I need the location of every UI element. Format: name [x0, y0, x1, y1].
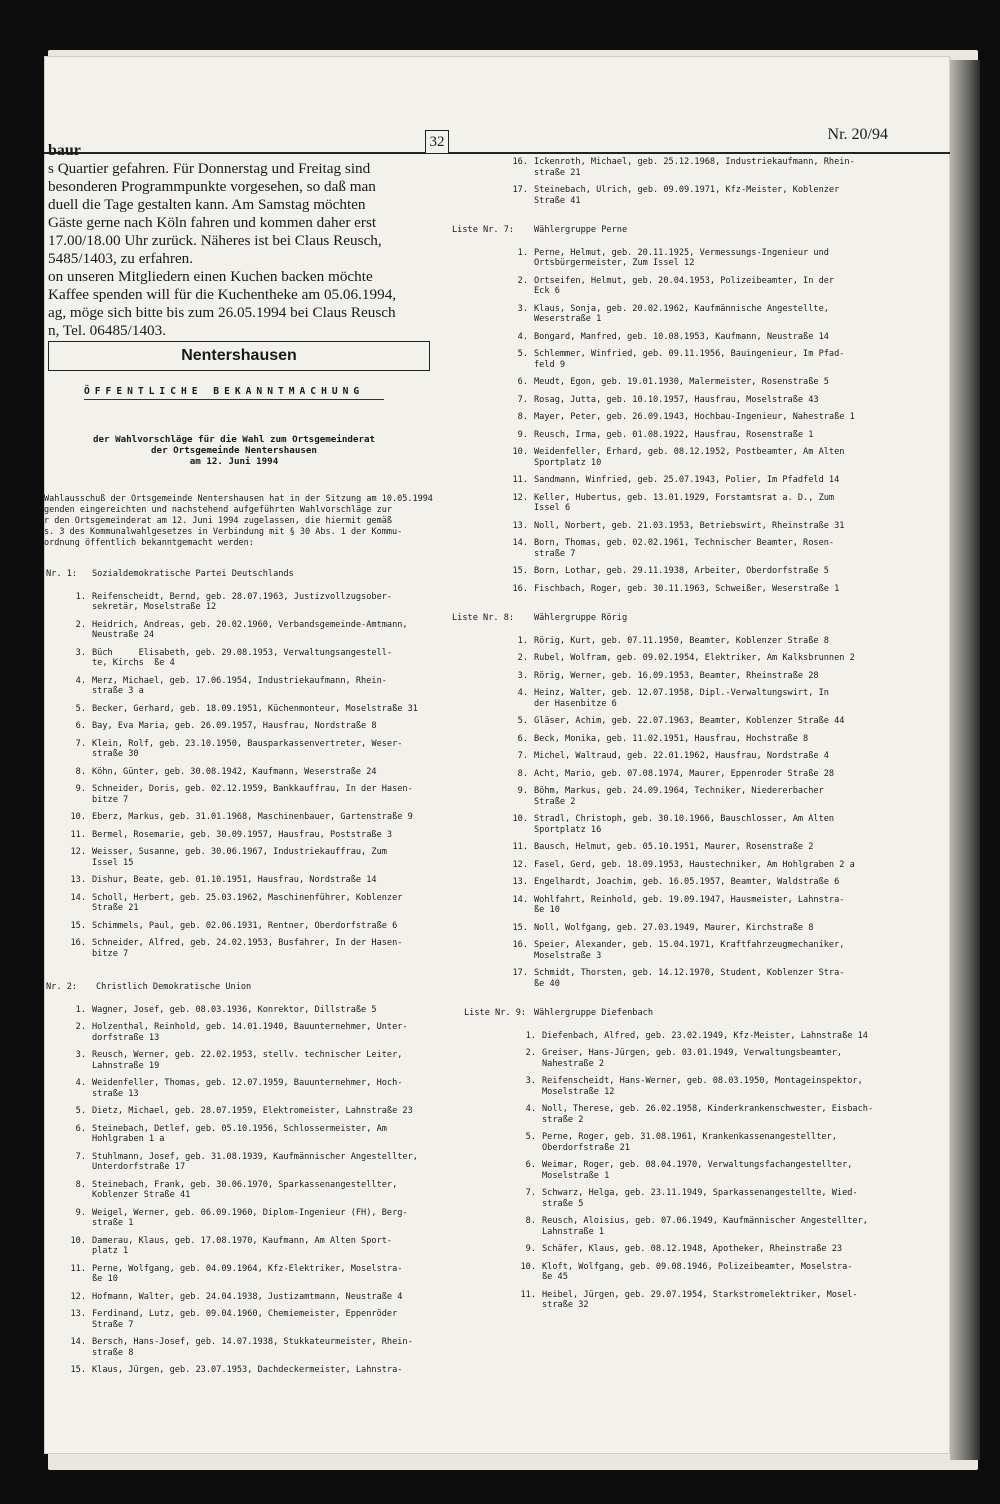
candidate-text: Greiser, Hans-Jürgen, geb. 03.01.1949, Verwaltungsbeamter, Nahestraße 2 [542, 1048, 843, 1069]
candidate-entry [514, 1244, 842, 1255]
candidate-entry [506, 248, 829, 269]
candidate-number: 7. [517, 751, 528, 761]
issue-number: Nr. 20/94 [827, 126, 888, 143]
candidate-text: Damerau, Klaus, geb. 17.08.1970, Kaufmann, Am Alten Sport- platz 1 [92, 1235, 393, 1256]
candidate-text: Perne, Roger, geb. 31.08.1961, Krankenkassenangestellter, Oberdorfstraße 21 [542, 1132, 837, 1153]
candidate-entry [514, 1132, 837, 1153]
candidate-entry [506, 734, 808, 745]
candidate-number: 10. [70, 1235, 86, 1246]
candidate-text: Heidrich, Andreas, geb. 20.02.1960, Verbandsgemeinde-Amtmann, Neustraße 24 [92, 619, 408, 640]
candidate-text: Kloft, Wolfgang, geb. 09.08.1946, Polizeibeamter, Moselstra- ße 45 [542, 1261, 853, 1282]
candidate-text: Merz, Michael, geb. 17.06.1954, Industriekaufmann, Rhein- straße 3 a [92, 675, 387, 696]
candidate-text: Heinz, Walter, geb. 12.07.1958, Dipl.-Verwaltungswirt, In der Hasenbitze 6 [534, 688, 829, 709]
candidate-number: 11. [512, 475, 528, 485]
candidate-number: 14. [512, 894, 528, 905]
candidate-text: Rubel, Wolfram, geb. 09.02.1954, Elektriker, Am Kalksbrunnen 2 [534, 653, 855, 663]
candidate-entry [506, 940, 844, 961]
candidate-text: Rosag, Jutta, geb. 10.10.1957, Hausfrau, Moselstraße 43 [534, 394, 819, 405]
list-label: Liste Nr. 8: [452, 613, 515, 623]
candidate-number: 2. [517, 653, 528, 663]
subtitle-line: der Wahlvorschläge für die Wahl zum Ortsgemeinderat [92, 434, 376, 445]
candidate-text: Weidenfeller, Thomas, geb. 12.07.1959, Bauunternehmer, Hoch- straße 13 [92, 1078, 403, 1099]
candidate-text: Fischbach, Roger, geb. 30.11.1963, Schweißer, Weserstraße 1 [534, 583, 840, 594]
candidate-text: Schimmels, Paul, geb. 02.06.1931, Rentner, Oberdorfstraße 6 [92, 920, 398, 931]
candidate-text: Bongard, Manfred, geb. 10.08.1953, Kaufmann, Neustraße 14 [534, 331, 829, 342]
list-header [452, 225, 627, 236]
candidate-text: Hofmann, Walter, geb. 24.04.1938, Justizamtmann, Neustraße 4 [92, 1291, 403, 1302]
candidate-entry [514, 1290, 858, 1311]
list-party: Wählergruppe Rörig [534, 613, 628, 623]
candidate-number: 6. [75, 721, 86, 731]
candidate-entry [506, 895, 844, 916]
candidate-text: Steinebach, Frank, geb. 30.06.1970, Sparkassenangestellter, Koblenzer Straße 41 [92, 1179, 398, 1200]
candidate-number: 7. [517, 394, 528, 405]
candidate-number: 12. [512, 492, 528, 503]
candidate-text: Bausch, Helmut, geb. 05.10.1951, Maurer, Rosenstraße 2 [534, 842, 814, 852]
intro-line: ag, möge sich bitte bis zum 26.05.1994 bei Claus Reusch [48, 304, 396, 321]
list-party: Wählergruppe Perne [534, 225, 628, 235]
candidate-number: 3. [517, 670, 528, 681]
candidate-text: Born, Lothar, geb. 29.11.1938, Arbeiter, Oberdorfstraße 5 [534, 566, 829, 576]
candidate-text: Schwarz, Helga, geb. 23.11.1949, Sparkassenangestellte, Wied- straße 5 [542, 1188, 858, 1209]
candidate-entry [506, 447, 844, 468]
candidate-number: 17. [512, 968, 528, 978]
newspaper-page [44, 56, 950, 1454]
candidate-number: 15. [512, 922, 528, 933]
candidate-text: Büch Elisabeth, geb. 29.08.1953, Verwaltungsangestell- te, Kirchs ße 4 [92, 647, 393, 668]
candidate-text: Beck, Monika, geb. 11.02.1951, Hausfrau, Hochstraße 8 [534, 733, 809, 744]
candidate-number: 3. [517, 303, 528, 314]
candidate-entry [506, 430, 813, 441]
candidate-entry [506, 877, 839, 888]
candidate-number: 11. [520, 1289, 536, 1300]
candidate-text: Wohlfahrt, Reinhold, geb. 19.09.1947, Hausmeister, Lahnstra- ße 10 [534, 894, 845, 915]
candidate-entry [506, 968, 844, 989]
candidate-number: 6. [517, 377, 528, 387]
candidate-text: Bermel, Rosemarie, geb. 30.09.1957, Hausfrau, Poststraße 3 [92, 829, 393, 840]
candidate-number: 2. [75, 1022, 86, 1032]
candidate-text: Rörig, Kurt, geb. 07.11.1950, Beamter, Koblenzer Straße 8 [534, 635, 829, 646]
candidate-number: 1. [517, 635, 528, 646]
candidate-text: Steinebach, Ulrich, geb. 09.09.1971, Kfz-Meister, Koblenzer Straße 41 [534, 185, 840, 206]
candidate-number: 7. [525, 1188, 536, 1198]
candidate-text: Scholl, Herbert, geb. 25.03.1962, Maschinenführer, Koblenzer Straße 21 [92, 892, 403, 913]
candidate-number: 5. [75, 1106, 86, 1116]
candidate-text: Dishur, Beate, geb. 01.10.1951, Hausfrau, Nordstraße 14 [92, 875, 377, 885]
candidate-number: 10. [520, 1261, 536, 1272]
candidate-entry [506, 860, 855, 871]
candidate-number: 5. [517, 349, 528, 359]
candidate-text: Noll, Wolfgang, geb. 27.03.1949, Maurer, Kirchstraße 8 [534, 922, 814, 933]
candidate-entry [506, 716, 844, 727]
candidate-number: 9. [517, 429, 528, 440]
candidate-text: Klein, Rolf, geb. 23.10.1950, Bausparkassenvertreter, Weser- straße 30 [92, 738, 403, 759]
candidate-entry [514, 1031, 868, 1042]
candidate-text: Noll, Norbert, geb. 21.03.1953, Betriebswirt, Rheinstraße 31 [534, 520, 845, 531]
intro-line: duell die Tage gestalten kann. Am Samstag möchten [48, 196, 366, 213]
candidate-number: 3. [75, 1050, 86, 1060]
preamble-line: r den Ortsgemeinderat am 12. Juni 1994 zugelassen, die hiermit gemäß [44, 516, 392, 526]
candidate-text: Acht, Mario, geb. 07.08.1974, Maurer, Eppenroder Straße 28 [534, 768, 835, 779]
candidate-text: Fasel, Gerd, geb. 18.09.1953, Haustechniker, Am Hohlgraben 2 a [534, 859, 855, 870]
candidate-entry [514, 1048, 842, 1069]
candidate-entry [506, 653, 855, 664]
candidate-text: Schneider, Doris, geb. 02.12.1959, Bankkauffrau, In der Hasen- bitze 7 [92, 784, 413, 805]
candidate-text: Rörig, Werner, geb. 16.09.1953, Beamter, Rheinstraße 28 [534, 670, 819, 681]
candidate-text: Becker, Gerhard, geb. 18.09.1951, Küchenmonteur, Moselstraße 31 [92, 703, 418, 714]
candidate-number: 10. [70, 812, 86, 822]
candidate-number: 4. [517, 331, 528, 342]
candidate-entry [506, 584, 839, 595]
candidate-entry [514, 1188, 858, 1209]
candidate-number: 6. [525, 1160, 536, 1170]
notice-title: ÖFFENTLICHE BEKANNTMACHUNG [84, 386, 365, 397]
candidate-text: Stuhlmann, Josef, geb. 31.08.1939, Kaufmännischer Angestellter, Unterdorfstraße 17 [92, 1151, 418, 1172]
preamble-line: ordnung öffentlich bekanntgemacht werden: [44, 538, 254, 548]
intro-line: on unseren Mitgliedern einen Kuchen backen möchte [48, 268, 373, 285]
paper-edge-shadow [950, 60, 980, 1460]
candidate-number: 13. [70, 1309, 86, 1319]
candidate-entry [506, 751, 829, 762]
candidate-entry [506, 566, 829, 577]
candidate-number: 6. [517, 733, 528, 744]
candidate-text: Mayer, Peter, geb. 26.09.1943, Hochbau-Ingenieur, Nahestraße 1 [534, 412, 855, 422]
candidate-text: Weimar, Roger, geb. 08.04.1970, Verwaltungsfachangestellter, Moselstraße 1 [542, 1160, 853, 1181]
candidate-text: Reusch, Irma, geb. 01.08.1922, Hausfrau, Rosenstraße 1 [534, 429, 814, 440]
section-title: Nentershausen [48, 341, 430, 371]
candidate-number: 8. [517, 768, 528, 779]
candidate-text: Böhm, Markus, geb. 24.09.1964, Techniker, Niedererbacher Straße 2 [534, 786, 824, 807]
intro-line: Kaffee spenden will für die Kuchentheke am 05.06.1994, [48, 286, 397, 303]
candidate-number: 8. [517, 412, 528, 422]
candidate-number: 3. [525, 1076, 536, 1086]
candidate-text: Ferdinand, Lutz, geb. 09.04.1960, Chemiemeister, Eppenröder Straße 7 [92, 1309, 398, 1330]
candidate-number: 16. [512, 583, 528, 594]
list-party: Sozialdemokratische Partei Deutschlands [92, 569, 294, 579]
candidate-entry [514, 1216, 868, 1237]
candidate-text: Michel, Waltraud, geb. 22.01.1962, Hausfrau, Nordstraße 4 [534, 751, 829, 761]
candidate-number: 14. [70, 892, 86, 903]
list-label: Nr. 2: [46, 982, 78, 992]
candidate-entry [506, 671, 819, 682]
candidate-number: 1. [517, 247, 528, 258]
candidate-number: 9. [75, 1207, 86, 1218]
candidate-number: 1. [75, 1004, 86, 1015]
candidate-number: 5. [517, 716, 528, 726]
candidate-number: 4. [75, 1078, 86, 1088]
candidate-number: 9. [525, 1244, 536, 1254]
candidate-text: Reusch, Aloisius, geb. 07.06.1949, Kaufmännischer Angestellter, Lahnstraße 1 [542, 1216, 868, 1237]
candidate-number: 11. [512, 842, 528, 852]
list-header [452, 613, 627, 624]
candidate-number: 4. [517, 688, 528, 698]
candidate-text: Schneider, Alfred, geb. 24.02.1953, Busfahrer, In der Hasen- bitze 7 [92, 938, 403, 959]
list-label: Liste Nr. 9: [464, 1008, 527, 1018]
candidate-entry [506, 923, 813, 934]
candidate-text: Bersch, Hans-Josef, geb. 14.07.1938, Stukkateurmeister, Rhein- straße 8 [92, 1337, 413, 1358]
candidate-entry [506, 395, 819, 406]
candidate-text: Steinebach, Detlef, geb. 05.10.1956, Schlossermeister, Am Hohlgraben 1 a [92, 1123, 387, 1144]
candidate-text: Schmidt, Thorsten, geb. 14.12.1970, Student, Koblenzer Stra- ße 40 [534, 968, 845, 989]
candidate-number: 16. [512, 157, 528, 167]
candidate-entry [506, 493, 834, 514]
candidate-text: Gläser, Achim, geb. 22.07.1963, Beamter, Koblenzer Straße 44 [534, 716, 845, 726]
candidate-number: 14. [512, 538, 528, 548]
candidate-number: 7. [75, 1151, 86, 1162]
candidate-entry [506, 304, 829, 325]
candidate-text: Holzenthal, Reinhold, geb. 14.01.1940, Bauunternehmer, Unter- dorfstraße 13 [92, 1022, 408, 1043]
intro-line: 17.00/18.00 Uhr zurück. Näheres ist bei Claus Reusch, [48, 232, 382, 249]
candidate-number: 1. [525, 1030, 536, 1041]
candidate-number: 9. [517, 786, 528, 796]
candidate-text: Born, Thomas, geb. 02.02.1961, Technischer Beamter, Rosen- straße 7 [534, 538, 835, 559]
candidate-entry [514, 1104, 873, 1125]
candidate-entry [506, 276, 834, 297]
candidate-text: Weidenfeller, Erhard, geb. 08.12.1952, Postbeamter, Am Alten Sportplatz 10 [534, 447, 845, 468]
candidate-number: 1. [75, 591, 86, 602]
candidate-entry [514, 1076, 863, 1097]
candidate-text: Schäfer, Klaus, geb. 08.12.1948, Apotheker, Rheinstraße 23 [542, 1244, 843, 1254]
candidate-number: 15. [70, 920, 86, 931]
candidate-text: Reifenscheidt, Hans-Werner, geb. 08.03.1950, Montageinspektor, Moselstraße 12 [542, 1076, 863, 1097]
candidate-number: 7. [75, 738, 86, 749]
list-label: Nr. 1: [46, 569, 78, 579]
candidate-text: Reifenscheidt, Bernd, geb. 28.07.1963, Justizvollzugsober- sekretär, Moselstraße 12 [92, 591, 393, 612]
candidate-number: 9. [75, 784, 86, 794]
candidate-entry [506, 475, 839, 486]
candidate-number: 4. [75, 675, 86, 686]
candidate-text: Meudt, Egon, geb. 19.01.1930, Malermeister, Rosenstraße 5 [534, 377, 829, 387]
candidate-number: 13. [512, 877, 528, 887]
intro-line: n, Tel. 06485/1403. [48, 322, 167, 339]
header-left-text: baur [48, 142, 81, 159]
candidate-number: 16. [512, 940, 528, 950]
candidate-text: Keller, Hubertus, geb. 13.01.1929, Forstamtsrat a. D., Zum Issel 6 [534, 492, 835, 513]
candidate-text: Wagner, Josef, geb. 08.03.1936, Konrektor, Dillstraße 5 [92, 1004, 377, 1015]
candidate-number: 2. [517, 275, 528, 286]
preamble-line: s. 3 des Kommunalwahlgesetzes in Verbindung mit § 30 Abs. 1 der Kommu- [44, 527, 403, 537]
candidate-number: 2. [75, 619, 86, 630]
candidate-text: Heibel, Jürgen, geb. 29.07.1954, Starkstromelektriker, Mosel- straße 32 [542, 1289, 858, 1310]
candidate-text: Klaus, Jürgen, geb. 23.07.1953, Dachdeckermeister, Lahnstra- [92, 1365, 403, 1375]
page-number: 32 [425, 130, 449, 154]
candidate-number: 5. [75, 703, 86, 714]
candidate-text: Ickenroth, Michael, geb. 25.12.1968, Industriekaufmann, Rhein- straße 21 [534, 157, 855, 178]
candidate-entry [514, 1160, 852, 1181]
subtitle-line: am 12. Juni 1994 [189, 456, 279, 467]
candidate-number: 10. [512, 814, 528, 824]
candidate-number: 4. [525, 1104, 536, 1114]
candidate-text: Klaus, Sonja, geb. 20.02.1962, Kaufmännische Angestellte, Weserstraße 1 [534, 303, 829, 324]
candidate-text: Noll, Therese, geb. 26.02.1958, Kinderkrankenschwester, Eisbach- straße 2 [542, 1104, 874, 1125]
candidate-text: Ortseifen, Helmut, geb. 20.04.1953, Polizeibeamter, In der Eck 6 [534, 275, 835, 296]
candidate-number: 8. [75, 1179, 86, 1190]
candidate-text: Sandmann, Winfried, geb. 25.07.1943, Polier, Im Pfadfeld 14 [534, 475, 840, 485]
candidate-number: 5. [525, 1132, 536, 1142]
list-header [464, 1008, 653, 1019]
candidate-text: Perne, Helmut, geb. 20.11.1925, Vermessungs-Ingenieur und Ortsbürgermeister, Zum Issel 12 [534, 247, 829, 268]
right-column-lists [44, 56, 950, 1454]
intro-line: besonderen Programmpunkte vorgesehen, so daß man [48, 178, 376, 195]
candidate-entry [506, 769, 834, 780]
candidate-number: 11. [70, 1263, 86, 1274]
candidate-number: 10. [512, 447, 528, 457]
candidate-text: Diefenbach, Alfred, geb. 23.02.1949, Kfz-Meister, Lahnstraße 14 [542, 1030, 868, 1041]
list-party: Christlich Demokratische Union [96, 982, 252, 992]
candidate-entry [506, 377, 829, 388]
preamble-line: genden eingereichten und nachstehend aufgeführten Wahlvorschläge zur [44, 505, 392, 515]
candidate-text: Weisser, Susanne, geb. 30.06.1967, Industriekauffrau, Zum Issel 15 [92, 847, 387, 868]
candidate-text: Stradl, Christoph, geb. 30.10.1966, Bauschlosser, Am Alten Sportplatz 16 [534, 814, 835, 835]
candidate-entry [506, 538, 834, 559]
candidate-entry [506, 349, 844, 370]
candidate-text: Köhn, Günter, geb. 30.08.1942, Kaufmann, Weserstraße 24 [92, 766, 377, 777]
candidate-number: 14. [70, 1337, 86, 1347]
candidate-entry [506, 786, 824, 807]
subtitle-line: der Ortsgemeinde Nentershausen [151, 445, 317, 456]
candidate-number: 12. [70, 1291, 86, 1302]
candidate-number: 8. [525, 1216, 536, 1226]
candidate-text: Schlemmer, Winfried, geb. 09.11.1956, Bauingenieur, Im Pfad- feld 9 [534, 349, 845, 370]
list-party: Wählergruppe Diefenbach [534, 1008, 653, 1018]
candidate-text: Eberz, Markus, geb. 31.01.1968, Maschinenbauer, Gartenstraße 9 [92, 812, 413, 822]
candidate-entry [514, 1262, 852, 1283]
candidate-entry [506, 332, 829, 343]
candidate-entry [506, 688, 829, 709]
candidate-text: Reusch, Werner, geb. 22.02.1953, stellv. technischer Leiter, Lahnstraße 19 [92, 1050, 403, 1071]
candidate-number: 12. [70, 847, 86, 857]
candidate-number: 8. [75, 766, 86, 777]
candidate-number: 11. [70, 829, 86, 840]
intro-line: Gäste gerne nach Köln fahren und kommen daher erst [48, 214, 377, 231]
candidate-text: Weigel, Werner, geb. 06.09.1960, Diplom-Ingenieur (FH), Berg- straße 1 [92, 1207, 408, 1228]
candidate-entry [506, 814, 834, 835]
candidate-number: 16. [70, 938, 86, 948]
candidate-number: 13. [70, 875, 86, 885]
candidate-number: 13. [512, 520, 528, 531]
candidate-entry [506, 842, 813, 853]
candidate-number: 12. [512, 859, 528, 870]
intro-line: 5485/1403, zu erfahren. [48, 250, 194, 267]
candidate-entry [506, 636, 829, 647]
preamble-line: Wahlausschuß der Ortsgemeinde Nentershausen hat in der Sitzung am 10.05.1994 [44, 494, 433, 504]
candidate-number: 2. [525, 1048, 536, 1058]
candidate-text: Speier, Alexander, geb. 15.04.1971, Kraftfahrzeugmechaniker, Moselstraße 3 [534, 940, 845, 961]
candidate-text: Perne, Wolfgang, geb. 04.09.1964, Kfz-Elektriker, Moselstra- ße 10 [92, 1263, 403, 1284]
candidate-number: 15. [70, 1365, 86, 1375]
list-label: Liste Nr. 7: [452, 225, 515, 235]
intro-line: s Quartier gefahren. Für Donnerstag und Freitag sind [48, 160, 371, 177]
candidate-entry [506, 521, 844, 532]
candidate-entry [506, 157, 855, 178]
candidate-number: 15. [512, 566, 528, 576]
candidate-text: Engelhardt, Joachim, geb. 16.05.1957, Beamter, Waldstraße 6 [534, 877, 840, 887]
candidate-number: 6. [75, 1123, 86, 1134]
candidate-entry [506, 185, 839, 206]
candidate-entry [506, 412, 855, 423]
candidate-number: 3. [75, 647, 86, 658]
candidate-text: Bay, Eva Maria, geb. 26.09.1957, Hausfrau, Nordstraße 8 [92, 721, 377, 731]
candidate-number: 17. [512, 185, 528, 195]
candidate-text: Dietz, Michael, geb. 28.07.1959, Elektromeister, Lahnstraße 23 [92, 1106, 413, 1116]
